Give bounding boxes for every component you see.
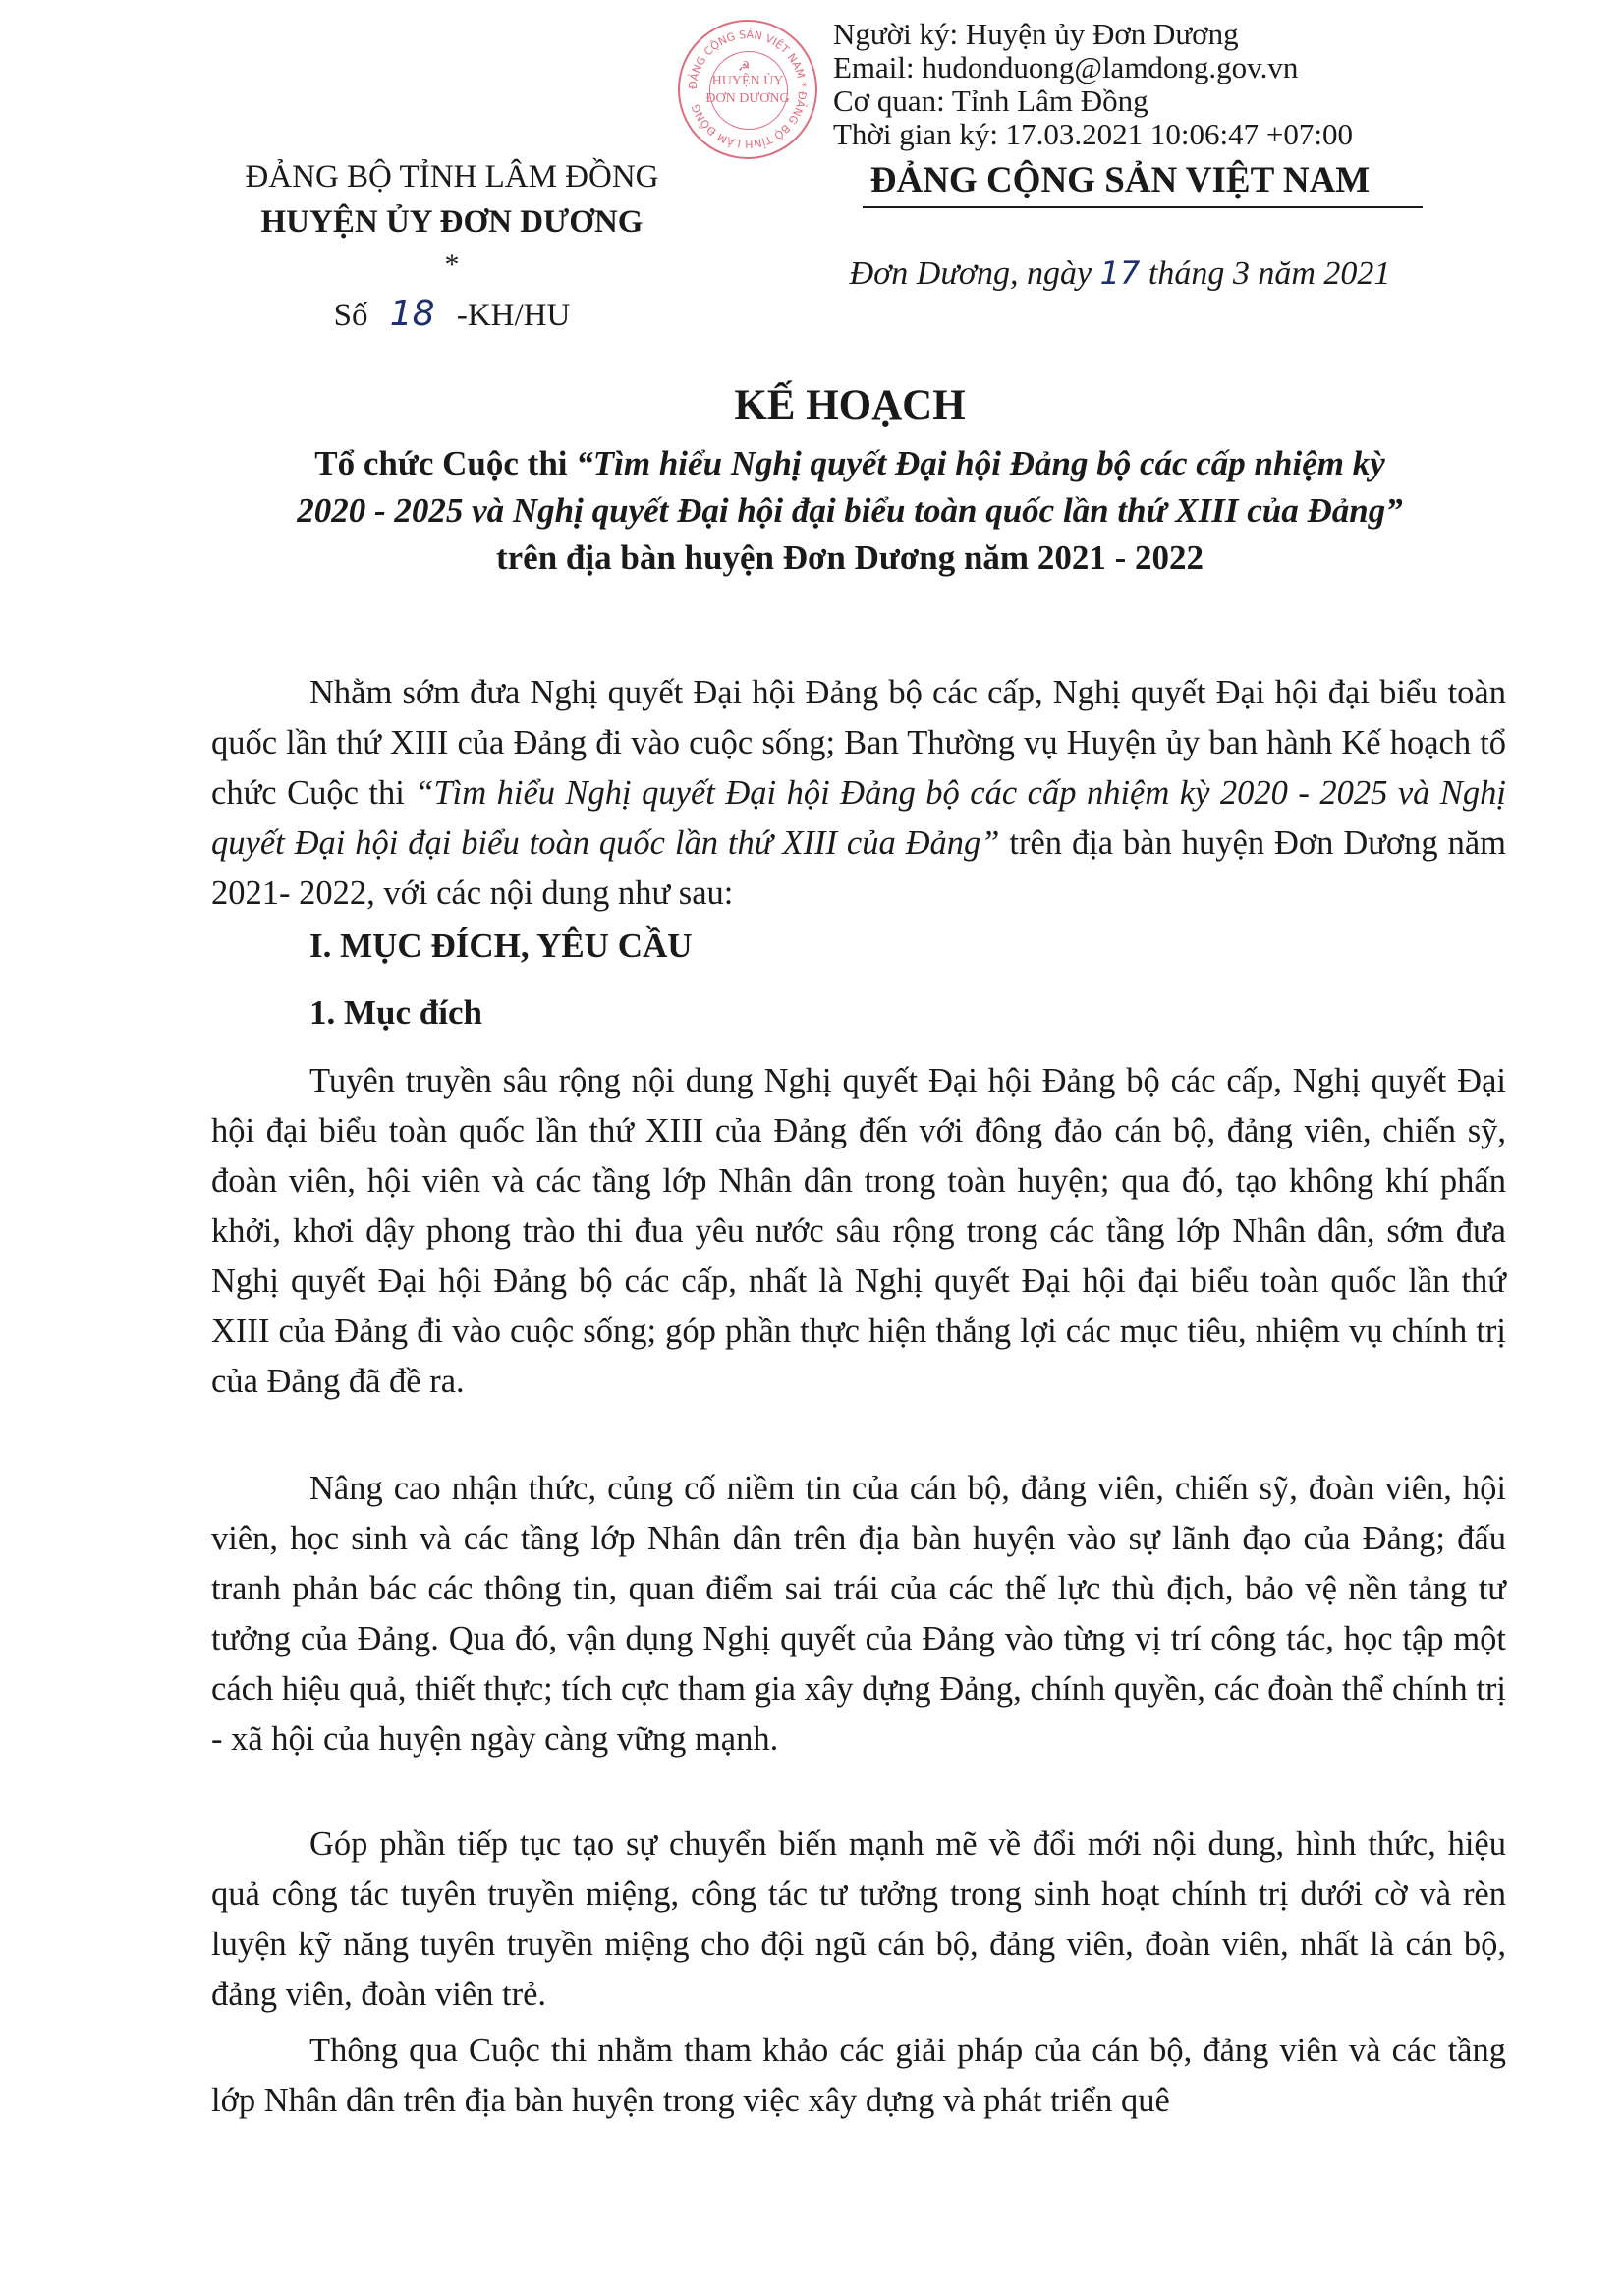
intro-text-1: Nhằm sớm đưa Nghị quyết Đại hội Đảng bộ các cấp, Nghị quyết Đại hội đại biểu toàn quốc lần thứ XIII của Đảng đi vào cuộc sống; Ban Thường vụ Huyện ủy ban hành Kế hoạch tổ chức Cuộc thi (211, 674, 1506, 812)
date-suffix: tháng 3 năm 2021 (1148, 255, 1391, 292)
intro-text-italic: “Tìm hiểu Nghị quyết Đại hội Đảng bộ các cấp nhiệm kỳ 2020 - 2025 và Nghị quyết Đại hội đại biểu toàn quốc lần thứ XIII của Đảng” (211, 774, 1506, 862)
party-underline (863, 206, 1423, 208)
signature-signer: Người ký: Huyện ủy Đơn Dương (833, 17, 1239, 51)
intro-text-2: trên địa bàn huyện Đơn Dương năm 2021- 2022, với các nội dung như sau: (211, 824, 1506, 912)
title-subtitle-line-3: trên địa bàn huyện Đơn Dương năm 2021 - 2022 (495, 538, 1204, 577)
number-suffix: -KH/HU (456, 298, 571, 333)
signature-email: Email: hudonduong@lamdong.gov.vn (833, 50, 1299, 84)
subtitle-italic-1: “Tìm hiểu Nghị quyết Đại hội Đảng bộ các cấp nhiệm kỳ (576, 444, 1385, 482)
date-prefix: Đơn Dương, ngày (849, 255, 1092, 292)
document-title: KẾ HOẠCH (734, 382, 966, 428)
section-heading: I. MỤC ĐÍCH, YÊU CẦU (309, 926, 693, 965)
subsection-heading: 1. Mục đích (309, 993, 482, 1032)
document-number (177, 295, 727, 335)
org-star: * (444, 249, 460, 281)
org-line-2: HUYỆN ỦY ĐƠN DƯƠNG (260, 204, 644, 240)
title-subtitle-line-1 (177, 440, 1523, 487)
signature-time: Thời gian ký: 17.03.2021 10:06:47 +07:00 (833, 117, 1353, 151)
subtitle-prefix: Tổ chức Cuộc thi (314, 444, 568, 482)
seal-center-line-1: HUYỆN ỦY (711, 74, 784, 88)
seal-ring-text: ĐẢNG CỘNG SẢN VIỆT NAM * ĐẢNG BỘ TỈNH LÂM ĐỒNG (686, 28, 810, 151)
official-seal (678, 20, 817, 159)
number-prefix: Số (333, 298, 368, 333)
purpose-paragraph-4: Thông qua Cuộc thi nhằm tham khảo các giải pháp của cán bộ, đảng viên và các tầng lớp Nhân dân trên địa bàn huyện trong việc xây dựng và phát triển quê (211, 2032, 1506, 2119)
org-line-1: ĐẢNG BỘ TỈNH LÂM ĐỒNG (245, 159, 659, 195)
seal-center-line-2: ĐƠN DƯƠNG (705, 91, 790, 106)
party-name: ĐẢNG CỘNG SẢN VIỆT NAM (869, 160, 1371, 200)
intro-paragraph (211, 668, 1506, 919)
seal-emblem-icon: ☭ (738, 60, 751, 75)
number-handwritten: 18 (389, 294, 435, 334)
purpose-paragraph-2: Nâng cao nhận thức, củng cố niềm tin của cán bộ, đảng viên, chiến sỹ, đoàn viên, hội viên, học sinh và các tầng lớp Nhân dân trên địa bàn huyện vào sự lãnh đạo của Đảng; đấu tranh phản bác các thông tin, quan điểm sai trái của các thế lực thù địch, bảo vệ nền tảng tư tưởng của Đảng. Qua đó, vận dụng Nghị quyết của Đảng vào từng vị trí công tác, học tập một cách hiệu quả, thiết thực; tích cực tham gia xây dựng Đảng, chính quyền, các đoàn thể chính trị - xã hội của huyện ngày càng vững mạnh. (211, 1470, 1506, 1758)
date-day-handwritten: 17 (1099, 254, 1141, 292)
date-line (815, 253, 1425, 294)
purpose-paragraph-3: Góp phần tiếp tục tạo sự chuyển biến mạnh mẽ về đổi mới nội dung, hình thức, hiệu quả công tác tuyên truyền miệng, công tác tư tưởng trong sinh hoạt chính trị dưới cờ và rèn luyện kỹ năng tuyên truyền miệng cho đội ngũ cán bộ, đảng viên, đoàn viên, nhất là cán bộ, đảng viên, đoàn viên trẻ. (211, 1825, 1506, 2013)
signature-agency: Cơ quan: Tỉnh Lâm Đồng (833, 84, 1148, 118)
purpose-paragraph-1: Tuyên truyền sâu rộng nội dung Nghị quyết Đại hội Đảng bộ các cấp, Nghị quyết Đại hội đại biểu toàn quốc lần thứ XIII của Đảng đến với đông đảo cán bộ, đảng viên, chiến sỹ, đoàn viên, hội viên và các tầng lớp Nhân dân trong toàn huyện; qua đó, tạo không khí phấn khởi, khơi dậy phong trào thi đua yêu nước sâu rộng trong các tầng lớp Nhân dân, sớm đưa Nghị quyết Đại hội Đảng bộ các cấp, nhất là Nghị quyết Đại hội đại biểu toàn quốc lần thứ XIII của Đảng đi vào cuộc sống; góp phần thực hiện thắng lợi các mục tiêu, nhiệm vụ chính trị của Đảng đã đề ra. (211, 1062, 1506, 1400)
seal-center-text (680, 63, 815, 108)
title-subtitle-line-2: 2020 - 2025 và Nghị quyết Đại hội đại biểu toàn quốc lần thứ XIII của Đảng” (297, 491, 1403, 530)
